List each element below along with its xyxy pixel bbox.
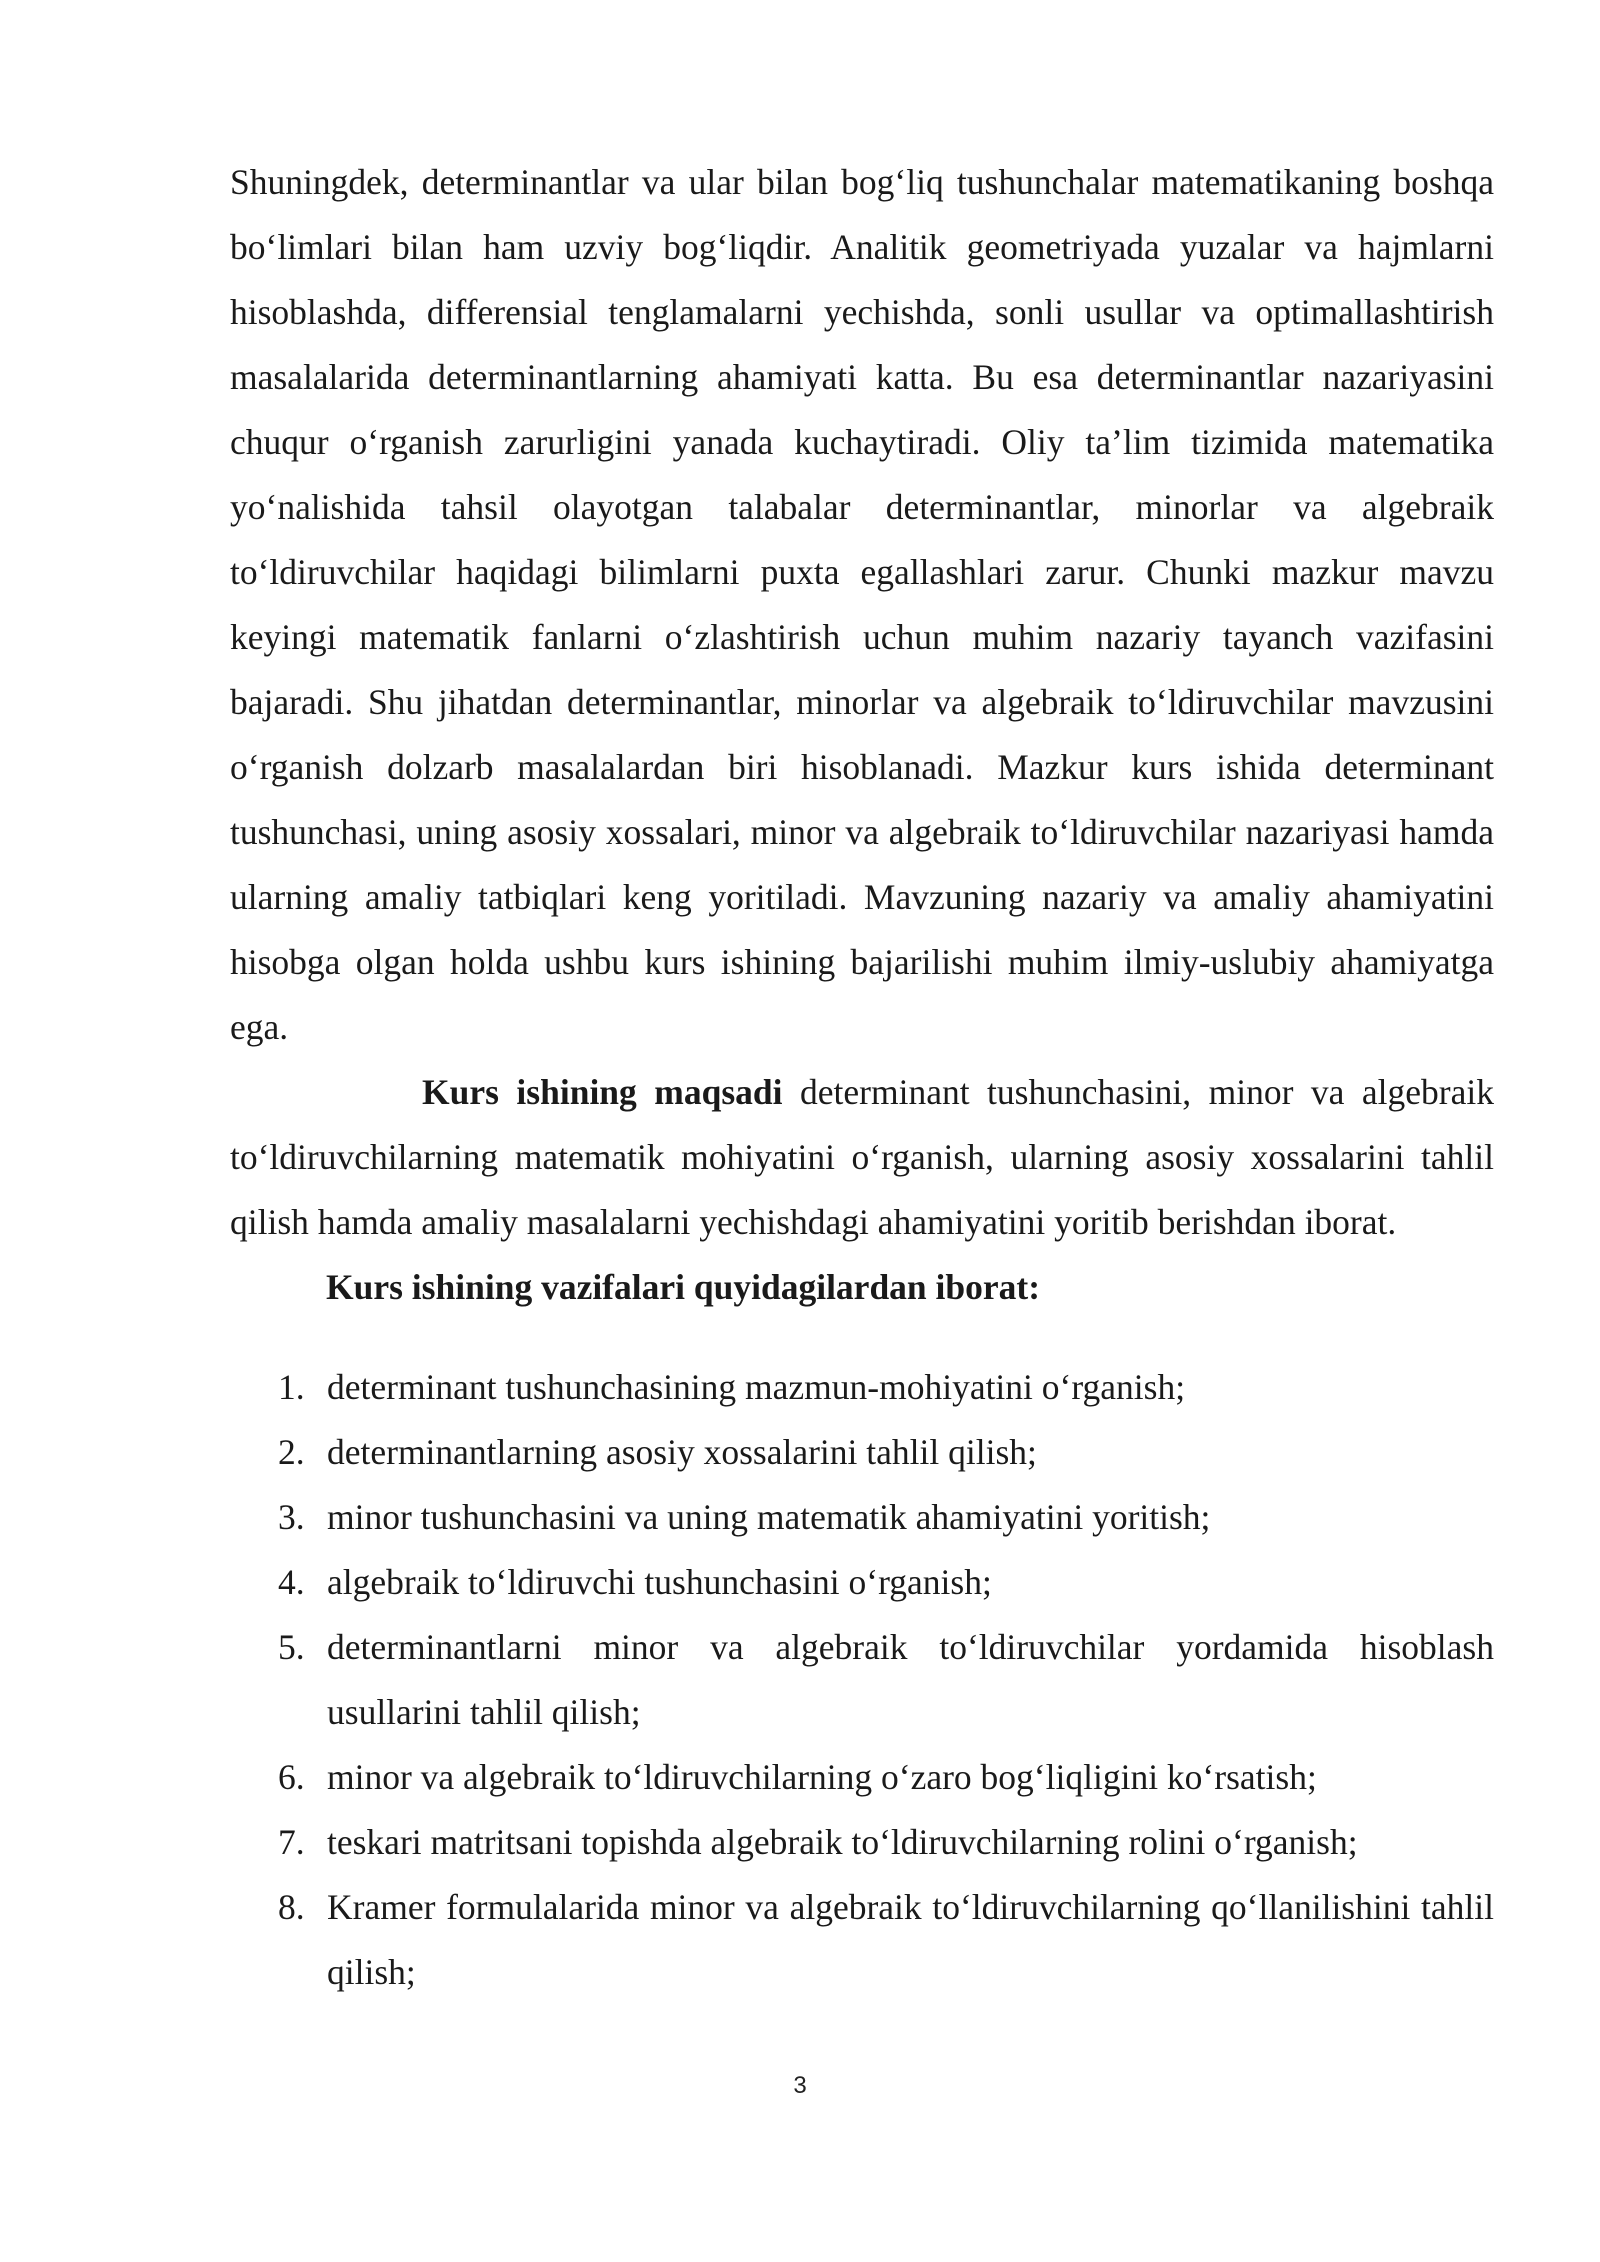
- task-text: Kramer formulalarida minor va algebraik to‘ldiruvchilarning qo‘llanilishini tahlil qilish;: [327, 1887, 1494, 1992]
- intro-paragraph: Shuningdek, determinantlar va ular bilan bog‘liq tushunchalar matematikaning boshqa bo‘limlari bilan ham uzviy bog‘liqdir. Analitik geometriyada yuzalar va hajmlarni hisoblashda, differensial tenglamalarni yechishda, sonli usullar va optimallashtirish masalalarida determinantlarning ahamiyati katta. Bu esa determinantlar nazariyasini chuqur o‘rganish zarurligini yanada kuchaytiradi. Oliy ta’lim tizimida matematika yo‘nalishida tahsil olayotgan talabalar determinantlar, minorlar va algebraik to‘ldiruvchilar haqidagi bilimlarni puxta egallashlari zarur. Chunki mazkur mavzu keyingi matematik fanlarni o‘zlashtirish uchun muhim nazariy tayanch vazifasini bajaradi. Shu jihatdan determinantlar, minorlar va algebraik to‘ldiruvchilar mavzusini o‘rganish dolzarb masalalardan biri hisoblanadi. Mazkur kurs ishida determinant tushunchasi, uning asosiy xossalari, minor va algebraik to‘ldiruvchilar nazariyasi hamda ularning amaliy tatbiqlari keng yoritiladi. Mavzuning nazariy va amaliy ahamiyatini hisobga olgan holda ushbu kurs ishining bajarilishi muhim ilmiy-uslubiy ahamiyatga ega.: [230, 162, 1494, 1047]
- task-text: determinantlarning asosiy xossalarini tahlil qilish;: [327, 1432, 1037, 1472]
- task-item: [230, 1550, 1494, 1615]
- task-item: [230, 1355, 1494, 1420]
- tasks-list: [230, 1355, 1494, 2005]
- task-number: 8.: [278, 1887, 305, 1927]
- page-body: [230, 150, 1494, 2005]
- task-number: 3.: [278, 1497, 305, 1537]
- goal-label: Kurs ishining maqsadi: [422, 1072, 783, 1112]
- task-text: teskari matritsani topishda algebraik to‘ldiruvchilarning rolini o‘rganish;: [327, 1822, 1358, 1862]
- task-text: algebraik to‘ldiruvchi tushunchasini o‘rganish;: [327, 1562, 992, 1602]
- task-number: 4.: [278, 1562, 305, 1602]
- task-item: [230, 1875, 1494, 2005]
- task-number: 2.: [278, 1432, 305, 1472]
- task-number: 5.: [278, 1627, 305, 1667]
- task-item: [230, 1615, 1494, 1745]
- task-text: minor tushunchasini va uning matematik ahamiyatini yoritish;: [327, 1497, 1211, 1537]
- tasks-heading: Kurs ishining vazifalari quyidagilardan iborat:: [326, 1267, 1041, 1307]
- goal-paragraph: [230, 1060, 1494, 1255]
- task-text: determinant tushunchasining mazmun-mohiyatini o‘rganish;: [327, 1367, 1186, 1407]
- goal-text: determinant tushunchasini, minor va algebraik to‘ldiruvchilarning matematik mohiyatini o‘rganish, ularning asosiy xossalarini tahlil qilish hamda amaliy masalalarni yechishdagi ahamiyatini yoritib berishdan iborat.: [230, 1072, 1494, 1242]
- task-item: [230, 1810, 1494, 1875]
- task-number: 7.: [278, 1822, 305, 1862]
- page-number: 3: [793, 2072, 807, 2099]
- task-text: determinantlarni minor va algebraik to‘ldiruvchilar yordamida hisoblash usullarini tahlil qilish;: [327, 1627, 1494, 1732]
- task-number: 1.: [278, 1367, 305, 1407]
- task-text: minor va algebraik to‘ldiruvchilarning o‘zaro bog‘liqligini ko‘rsatish;: [327, 1757, 1317, 1797]
- task-item: [230, 1420, 1494, 1485]
- task-number: 6.: [278, 1757, 305, 1797]
- task-item: [230, 1745, 1494, 1810]
- task-item: [230, 1485, 1494, 1550]
